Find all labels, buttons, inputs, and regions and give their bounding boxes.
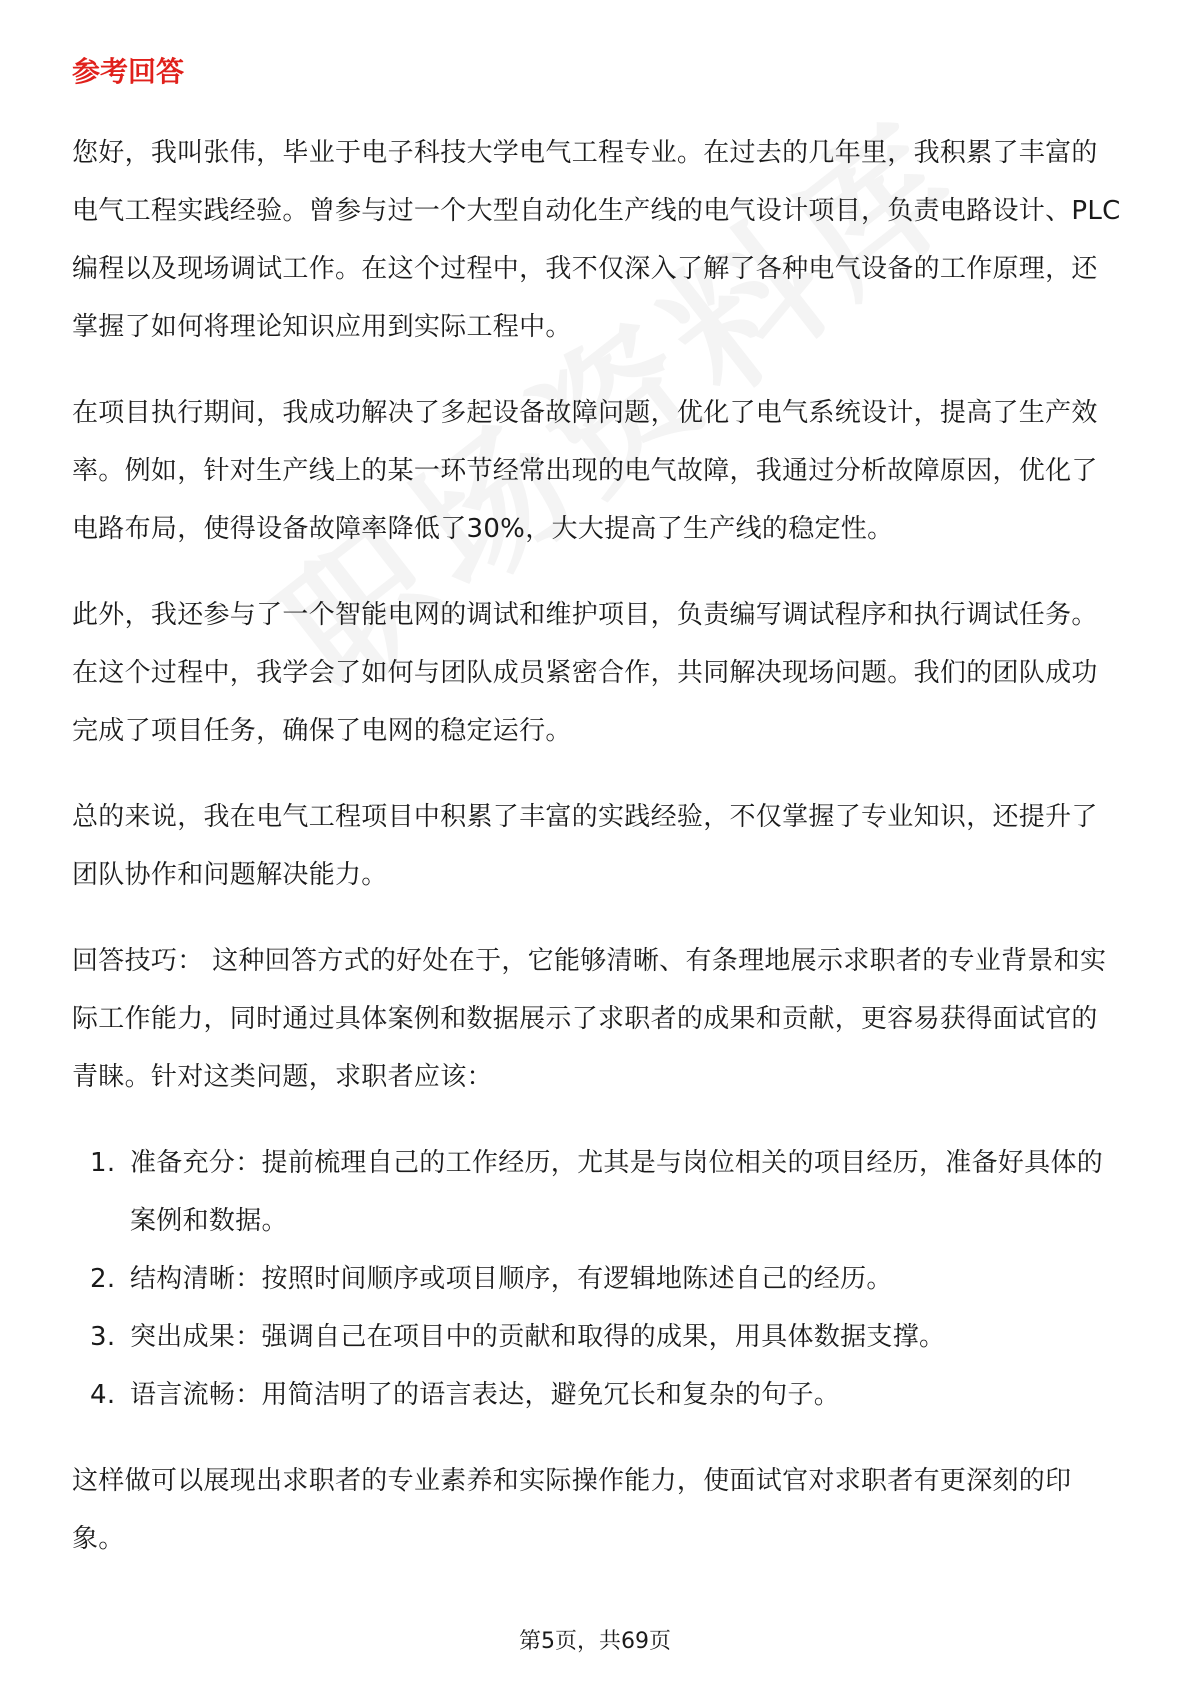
paragraph-closing: 这样做可以展现出求职者的专业素养和实际操作能力，使面试官对求职者有更深刻的印象。 [72, 1466, 1072, 1554]
section-heading: 参考回答 [72, 55, 185, 88]
paragraph-achievements: 在项目执行期间，我成功解决了多起设备故障问题，优化了电气系统设计，提高了生产效率。例如，针对生产线上的某一环节经常出现的电气故障，我通过分析故障原因，优化了电路布局，使得设备故障率降低了30%，大大提高了生产线的稳定性。 [72, 398, 1098, 544]
page-number: 第5页，共69页 [519, 1629, 671, 1654]
list-item: 2. 结构清晰：按照时间顺序或项目顺序，有逻辑地陈述自己的经历。 [124, 1250, 1122, 1308]
list-item: 1. 准备充分：提前梳理自己的工作经历，尤其是与岗位相关的项目经历，准备好具体的案例和数据。 [124, 1134, 1122, 1250]
list-item: 4. 语言流畅：用简洁明了的语言表达，避免冗长和复杂的句子。 [124, 1366, 1122, 1424]
paragraph-intro: 您好，我叫张伟，毕业于电子科技大学电气工程专业。在过去的几年里，我积累了丰富的电气工程实践经验。曾参与过一个大型自动化生产线的电气设计项目，负责电路设计、PLC编程以及现场调试工作。在这个过程中，我不仅深入了解了各种电气设备的工作原理，还掌握了如何将理论知识应用到实际工程中。 [72, 138, 1121, 342]
tips-list [72, 1134, 1122, 1424]
page-content [72, 48, 1122, 1596]
paragraph-summary: 总的来说，我在电气工程项目中积累了丰富的实践经验，不仅掌握了专业知识，还提升了团队协作和问题解决能力。 [72, 802, 1098, 890]
list-item: 3. 突出成果：强调自己在项目中的贡献和取得的成果，用具体数据支撑。 [124, 1308, 1122, 1366]
paragraph-smart-grid: 此外，我还参与了一个智能电网的调试和维护项目，负责编写调试程序和执行调试任务。在这个过程中，我学会了如何与团队成员紧密合作，共同解决现场问题。我们的团队成功完成了项目任务，确保了电网的稳定运行。 [72, 600, 1098, 746]
paragraph-tips: 回答技巧： 这种回答方式的好处在于，它能够清晰、有条理地展示求职者的专业背景和实际工作能力，同时通过具体案例和数据展示了求职者的成果和贡献，更容易获得面试官的青睐。针对这类问题，求职者应该： [72, 946, 1107, 1092]
